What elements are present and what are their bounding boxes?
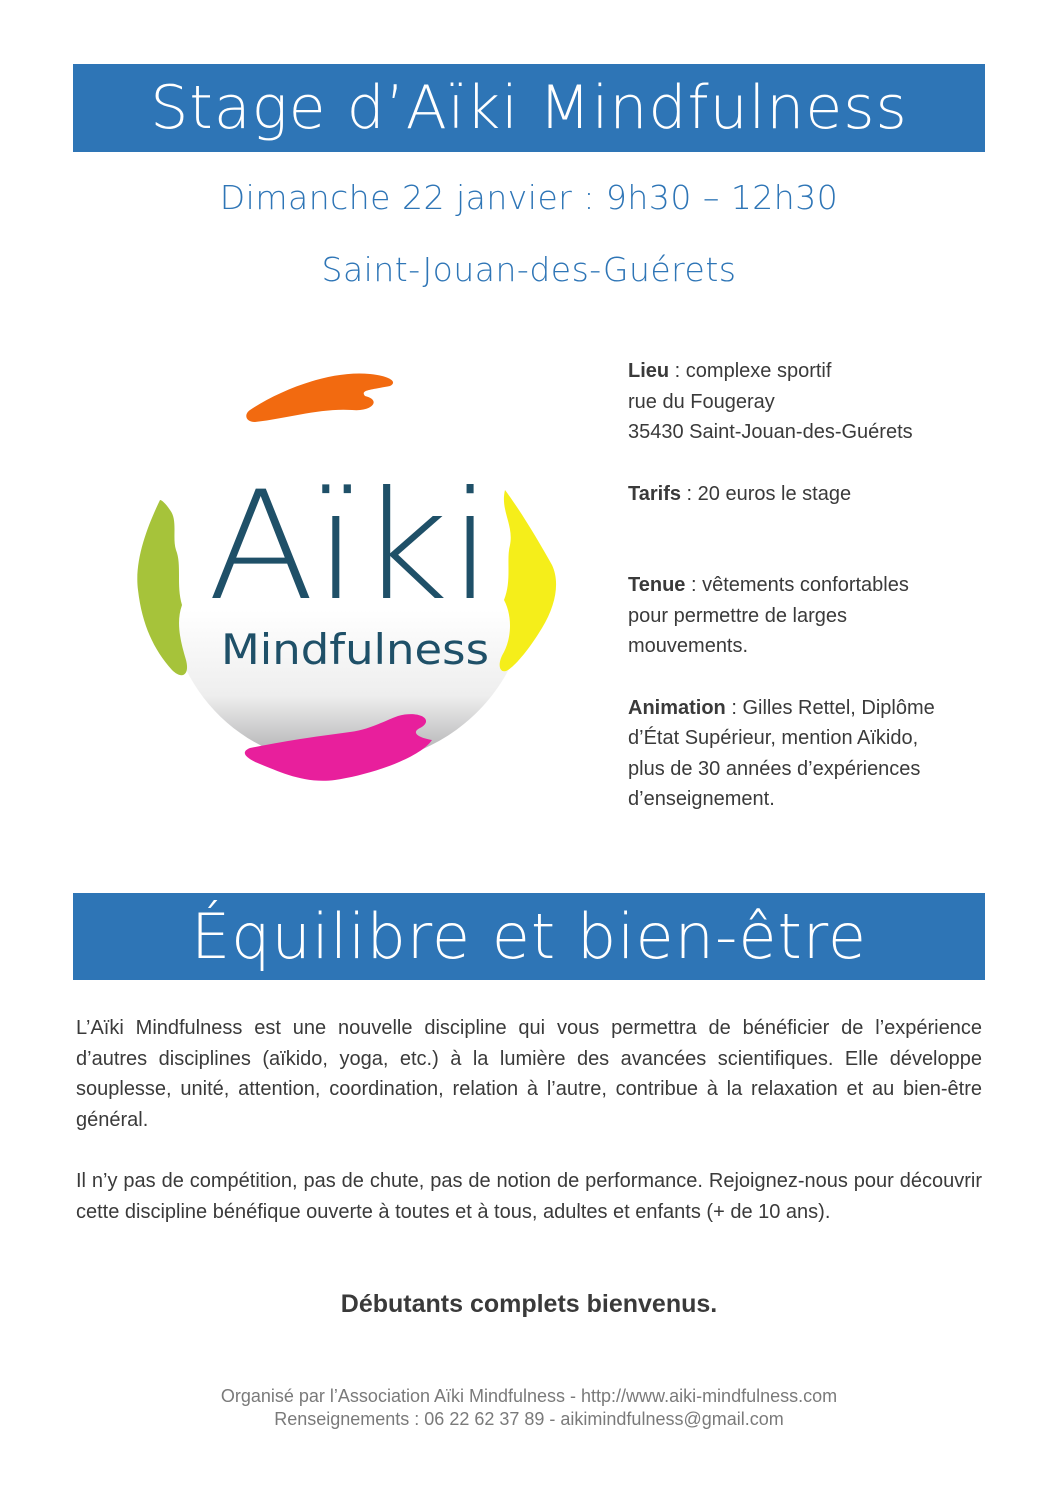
tarifs-label: Tarifs <box>628 482 681 505</box>
left-hand-shape <box>137 500 187 675</box>
animation-line <box>628 693 988 724</box>
welcome-text: Débutants complets bienvenus. <box>340 1290 718 1318</box>
lieu-city: 35430 Saint-Jouan-des-Guérets <box>628 421 913 443</box>
tarifs-text: : 20 euros le stage <box>680 482 852 505</box>
description-paragraph-1: L’Aïki Mindfulness est une nouvelle discipline qui vous permettra de bénéficier de l’expérience d’autres disciplines (aïkido, yoga, etc.) à la lumière des avancées scientifiques. Elle développe souplesse, unité, attention, coordination, relation à l’autre, contribue à la relaxation et au bien-être général. <box>76 1017 982 1131</box>
section-title: Équilibre et bien-être <box>190 900 868 973</box>
title-banner <box>73 64 985 152</box>
right-hand-shape <box>500 490 556 671</box>
page-title: Stage d’Aïki Mindfulness <box>150 73 908 143</box>
description <box>76 1013 982 1227</box>
logo-word-aiki: Aïki <box>207 460 493 634</box>
tenue-line <box>628 570 988 601</box>
date-time-line: Dimanche 22 janvier : 9h30 – 12h30 <box>219 178 839 217</box>
location-line: Saint-Jouan-des-Guérets <box>321 250 737 289</box>
animation-text: : Gilles Rettel, Diplôme <box>725 696 935 719</box>
animation-line-2: d’État Supérieur, mention Aïkido, <box>628 727 919 749</box>
logo-word-mindfulness: Mindfulness <box>221 625 489 674</box>
description-paragraph-2: Il n’y pas de compétition, pas de chute, pas de notion de performance. Rejoignez-nous pour découvrir cette discipline bénéfique ouverte à toutes et à tous, adultes et enfants (+ de 10 ans). <box>76 1170 982 1223</box>
lieu-line <box>628 356 988 387</box>
lieu-text: : complexe sportif <box>669 360 832 382</box>
animation-line-4: d’enseignement. <box>628 788 775 810</box>
aiki-mindfulness-logo <box>120 360 570 800</box>
animation-line-3: plus de 30 années d’expériences <box>628 757 921 780</box>
footer-organizer: Organisé par l’Association Aïki Mindfulness - http://www.aiki-mindfulness.com <box>220 1386 838 1406</box>
top-hand-shape <box>246 373 393 422</box>
lieu-label: Lieu <box>628 360 670 382</box>
animation-label: Animation <box>628 696 726 719</box>
info-block <box>628 356 988 815</box>
lieu-street: rue du Fougeray <box>628 390 775 413</box>
footer <box>0 1385 1058 1431</box>
tarifs-line <box>628 479 988 510</box>
footer-contact: Renseignements : 06 22 62 37 89 - aikimindfulness@gmail.com <box>274 1409 784 1429</box>
tenue-text: : vêtements confortables <box>685 574 909 596</box>
tenue-label: Tenue <box>628 574 686 596</box>
section-banner <box>73 893 985 980</box>
tenue-line-2: pour permettre de larges <box>628 604 848 627</box>
tenue-line-3: mouvements. <box>628 635 749 657</box>
